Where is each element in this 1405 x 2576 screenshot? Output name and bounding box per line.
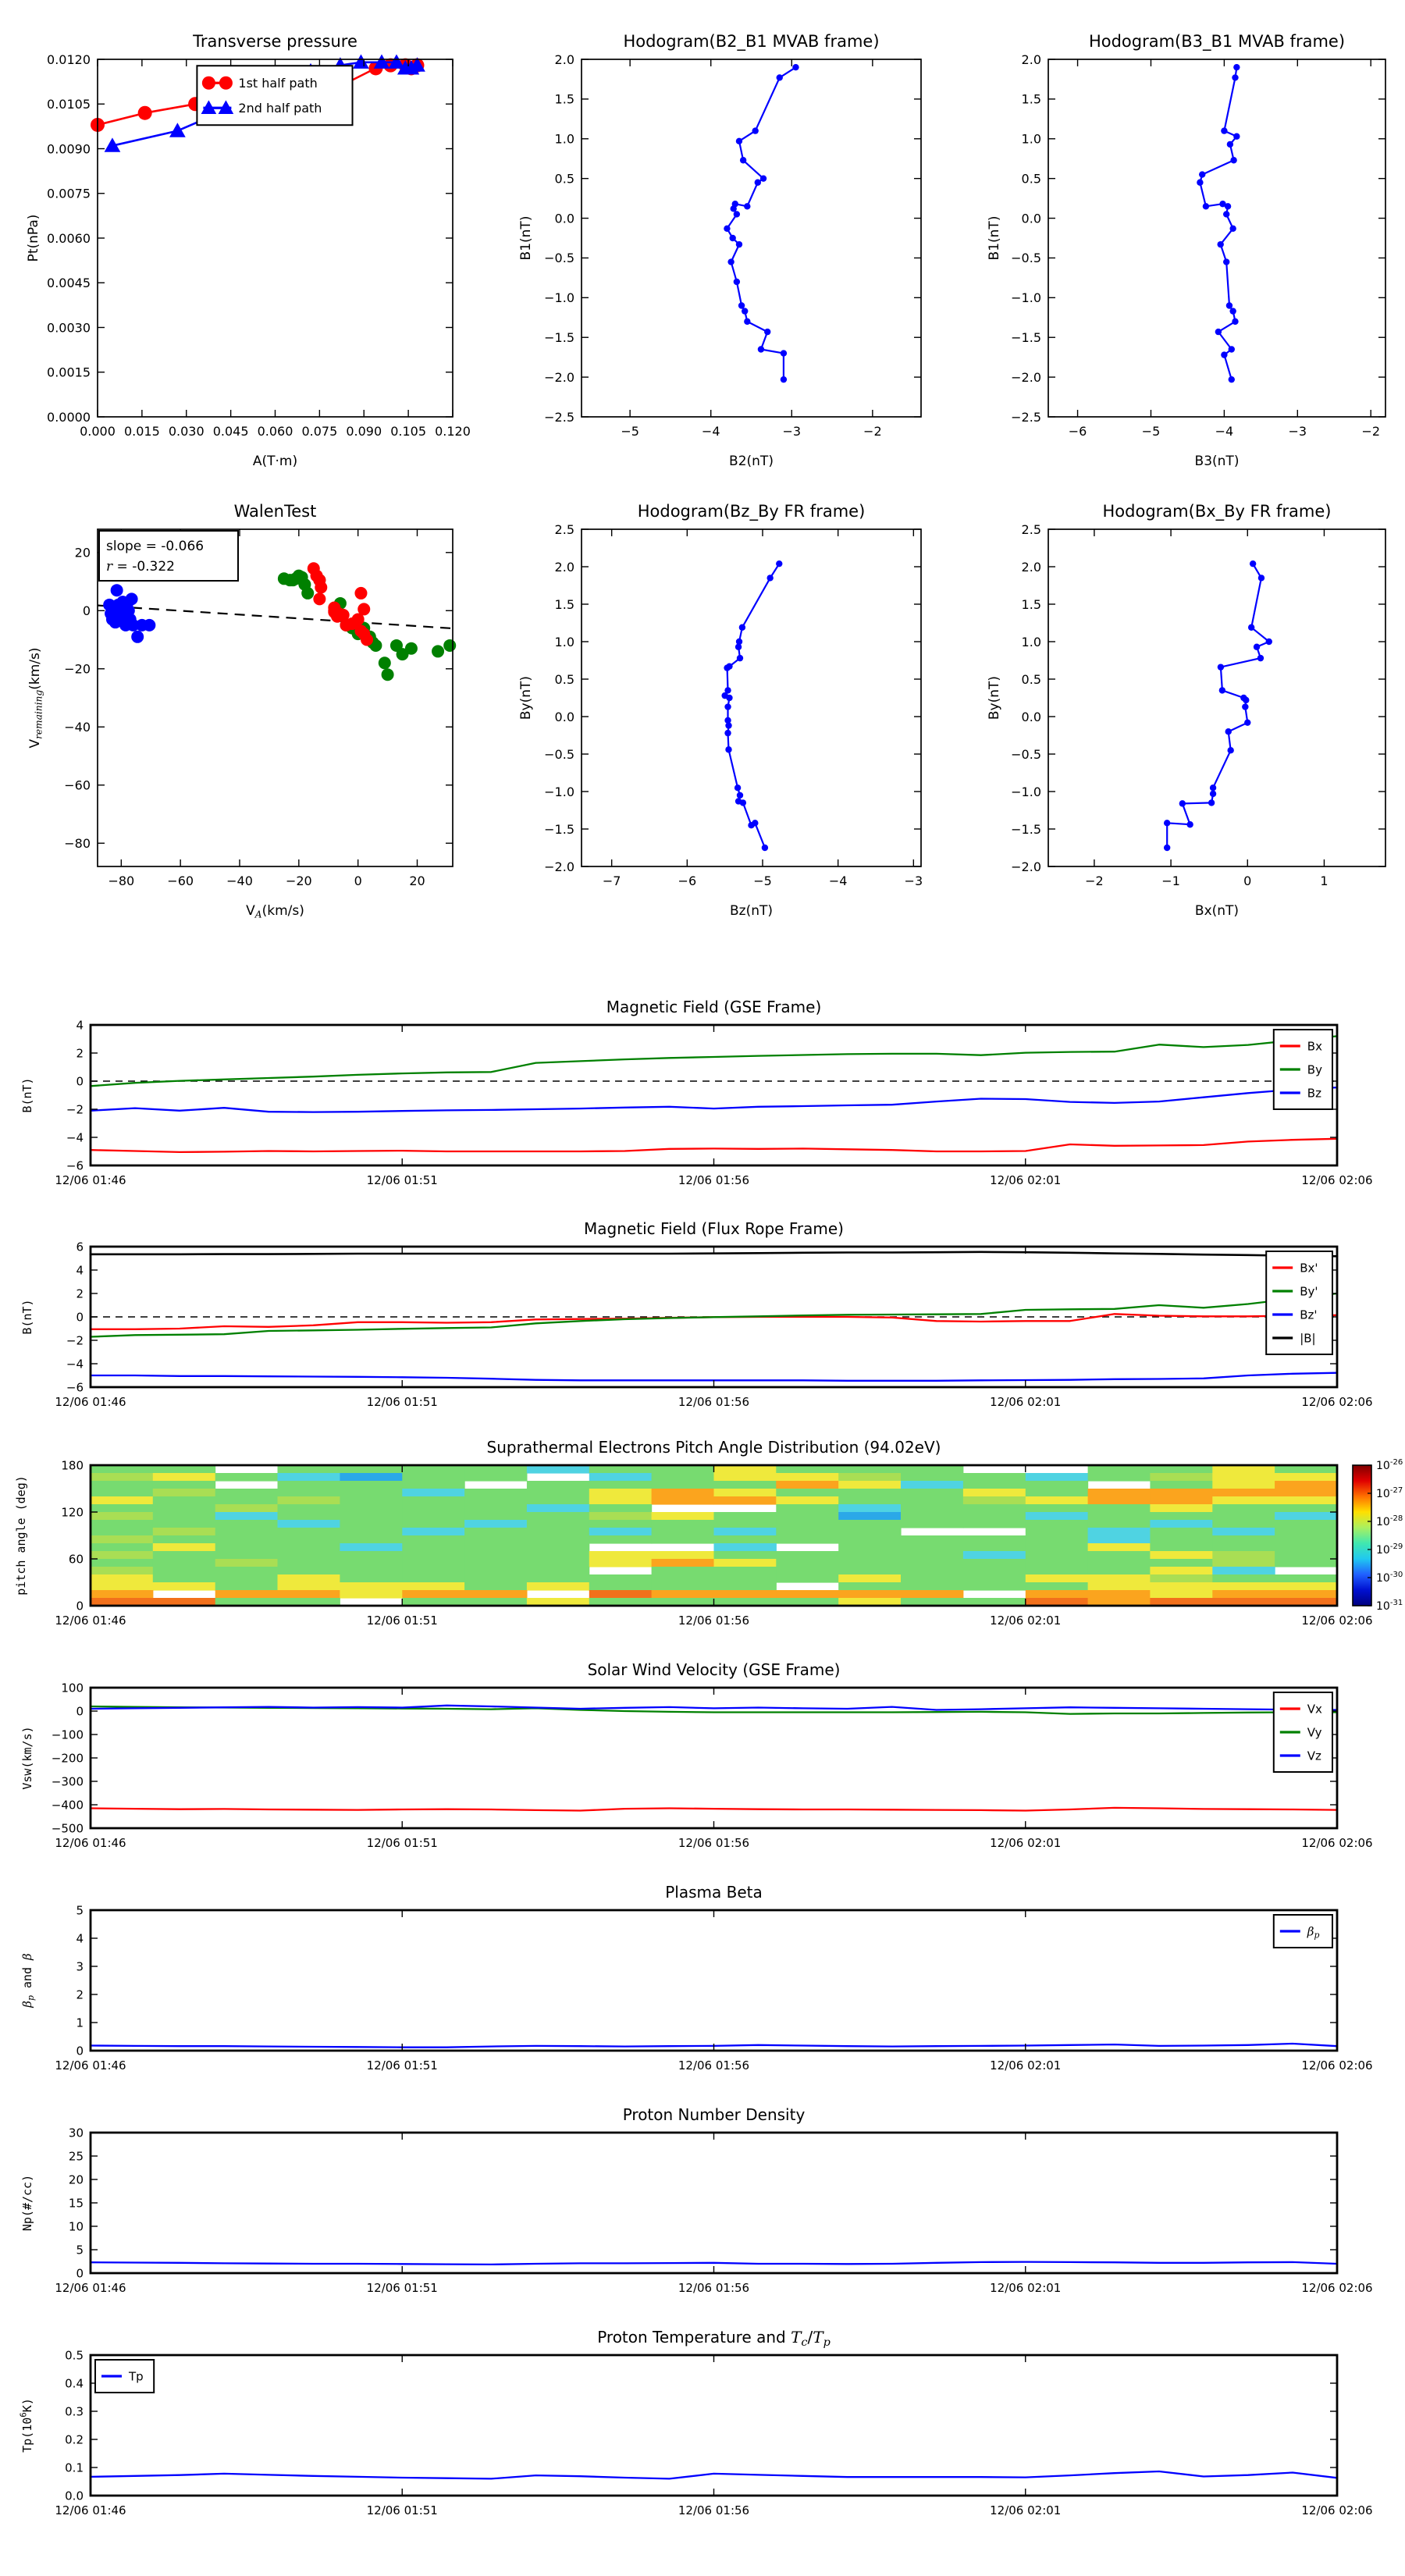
svg-text:slope = -0.066: slope = -0.066: [106, 539, 205, 554]
svg-text:0: 0: [76, 1704, 84, 1719]
svg-text:12/06 01:56: 12/06 01:56: [678, 2503, 750, 2517]
svg-text:−200: −200: [51, 1751, 84, 1766]
svg-text:4: 4: [76, 1931, 84, 1946]
panel-hodogram-bz-by: [511, 482, 948, 945]
svg-text:Bx': Bx': [1300, 1261, 1318, 1276]
svg-text:12/06 02:06: 12/06 02:06: [1301, 1395, 1373, 1409]
mag-fr-title: Magnetic Field (Flux Rope Frame): [584, 1219, 844, 1238]
svg-text:−60: −60: [167, 873, 194, 888]
proton-temp-title: Proton Temperature and $T_c/T_p$: [597, 2328, 831, 2349]
svg-text:0.0: 0.0: [1021, 211, 1041, 226]
hodogram-bx-by-chart: [980, 482, 1405, 945]
svg-text:12/06 01:51: 12/06 01:51: [366, 1173, 438, 1187]
svg-text:−0.5: −0.5: [1011, 746, 1041, 762]
svg-text:|B|: |B|: [1300, 1331, 1316, 1346]
svg-text:Vy: Vy: [1307, 1725, 1322, 1740]
heatmap-cells: [91, 1465, 1338, 1606]
svg-text:0.5: 0.5: [1021, 171, 1041, 187]
svg-text:Bx: Bx: [1307, 1039, 1322, 1054]
svg-text:−6: −6: [66, 1380, 84, 1395]
svg-text:−300: −300: [51, 1774, 84, 1789]
transverse-pressure-xlabel: A(T·m): [252, 454, 298, 469]
svg-text:r = -0.322: r = -0.322: [106, 559, 175, 575]
transverse-pressure-chart: [23, 14, 492, 476]
svg-text:12/06 02:06: 12/06 02:06: [1301, 1836, 1373, 1850]
svg-text:−4: −4: [828, 873, 848, 888]
svg-text:12/06 02:06: 12/06 02:06: [1301, 2281, 1373, 2295]
plot-frame: [582, 529, 921, 866]
vsw-ylabel: Vsw(km/s): [20, 1726, 34, 1790]
svg-text:−6: −6: [678, 873, 697, 888]
proton-temp-ylabel: $Tp(10^6K)$: [18, 2398, 34, 2453]
pitch-angle-colorbar: [1353, 1458, 1403, 1613]
svg-text:1.0: 1.0: [554, 634, 574, 649]
svg-text:0.0075: 0.0075: [47, 186, 91, 201]
panel-hodogram-bx-by: [980, 482, 1405, 945]
plasma-beta-title: Plasma Beta: [665, 1883, 763, 1902]
svg-text:60: 60: [68, 1552, 84, 1567]
svg-text:0.075: 0.075: [301, 424, 338, 439]
proton-temp-chart: [0, 2307, 1405, 2529]
hodogram-b2-b1-title: Hodogram(B2_B1 MVAB frame): [623, 32, 880, 51]
panel-plasma-beta: [0, 1862, 1405, 2084]
svg-text:10: 10: [68, 2219, 84, 2234]
svg-text:−500: −500: [51, 1821, 84, 1836]
svg-text:0.0120: 0.0120: [47, 52, 91, 67]
svg-text:12/06 01:51: 12/06 01:51: [366, 2503, 438, 2517]
walen-test-ylabel: Vremaining(km/s): [27, 647, 44, 749]
svg-text:12/06 02:01: 12/06 02:01: [990, 2503, 1062, 2517]
svg-text:−40: −40: [64, 720, 91, 735]
plot-frame: [1048, 529, 1385, 866]
mag-fr-ylabel: B(nT): [20, 1299, 34, 1335]
svg-text:100: 100: [61, 1681, 84, 1695]
mag-gse-title: Magnetic Field (GSE Frame): [606, 998, 822, 1016]
svg-text:10-26: $10^{-26}$: [1376, 1458, 1403, 1472]
svg-text:−1.5: −1.5: [1011, 329, 1041, 345]
svg-text:12/06 01:56: 12/06 01:56: [678, 2281, 750, 2295]
svg-text:12/06 01:56: 12/06 01:56: [678, 1614, 750, 1628]
svg-text:0.5: 0.5: [65, 2348, 84, 2363]
svg-text:Bz: Bz: [1307, 1086, 1321, 1101]
svg-text:−3: −3: [782, 424, 802, 439]
svg-text:20: 20: [409, 873, 425, 888]
plasma-beta-ylabel: $\beta_p$ and β: [20, 1953, 36, 2008]
svg-text:1.0: 1.0: [554, 131, 574, 147]
svg-text:4: 4: [76, 1263, 84, 1278]
plot-frame: [91, 1910, 1337, 2051]
hodogram-b2-b1-ylabel: B1(nT): [518, 215, 534, 261]
svg-text:−3: −3: [904, 873, 923, 888]
svg-text:12/06 01:56: 12/06 01:56: [678, 1836, 750, 1850]
svg-text:12/06 02:06: 12/06 02:06: [1301, 1173, 1373, 1187]
svg-text:12/06 02:01: 12/06 02:01: [990, 2281, 1062, 2295]
svg-text:20: 20: [74, 545, 91, 560]
proton-density-ylabel: Np(#/cc): [20, 2174, 34, 2232]
svg-text:2.0: 2.0: [1021, 559, 1041, 575]
svg-text:0.1: 0.1: [65, 2460, 84, 2475]
svg-text:−2.5: −2.5: [1011, 409, 1041, 425]
vsw-chart: [0, 1639, 1405, 1862]
svg-text:−1.0: −1.0: [544, 784, 574, 799]
svg-text:−0.5: −0.5: [1011, 251, 1041, 266]
svg-text:12/06 01:46: 12/06 01:46: [55, 2058, 126, 2073]
svg-text:Tp: Tp: [129, 2369, 144, 2384]
svg-text:1st half path: 1st half path: [238, 76, 318, 91]
svg-text:0.105: 0.105: [390, 424, 427, 439]
hodogram-bz-by-xlabel: Bz(nT): [729, 903, 774, 919]
transverse-pressure-ylabel: Pt(nPa): [26, 214, 41, 262]
svg-text:0.0015: 0.0015: [47, 365, 91, 380]
panel-mag-fr: [0, 1198, 1405, 1417]
svg-text:−1.0: −1.0: [1011, 784, 1041, 799]
svg-text:0: 0: [82, 603, 91, 619]
svg-text:10-29: $10^{-29}$: [1376, 1542, 1403, 1557]
svg-text:−2.5: −2.5: [544, 409, 574, 425]
svg-text:0.0: 0.0: [65, 2489, 84, 2503]
svg-text:12/06 01:46: 12/06 01:46: [55, 2503, 126, 2517]
hodogram-b2-b1-xlabel: B2(nT): [729, 454, 774, 469]
svg-text:4: 4: [76, 1018, 84, 1033]
svg-text:0.060: 0.060: [257, 424, 293, 439]
svg-text:−100: −100: [51, 1727, 84, 1742]
svg-text:0: 0: [76, 1074, 84, 1089]
svg-text:−2.0: −2.0: [1011, 859, 1041, 874]
plasma-beta-chart: [0, 1862, 1405, 2084]
svg-text:−1.5: −1.5: [1011, 821, 1041, 837]
vsw-legend: [1274, 1692, 1332, 1772]
mag-fr-legend: [1266, 1251, 1332, 1354]
svg-text:12/06 01:51: 12/06 01:51: [366, 2281, 438, 2295]
svg-text:2: 2: [76, 1286, 84, 1301]
svg-text:12/06 01:51: 12/06 01:51: [366, 1836, 438, 1850]
svg-text:−2: −2: [66, 1102, 84, 1117]
walen-test-chart: [23, 482, 492, 945]
svg-text:1.0: 1.0: [1021, 131, 1041, 147]
svg-text:120: 120: [61, 1505, 84, 1520]
svg-text:−20: −20: [285, 873, 312, 888]
panel-hodogram-b3-b1: [980, 14, 1405, 476]
svg-text:0: 0: [1243, 873, 1252, 888]
svg-text:−40: −40: [226, 873, 253, 888]
svg-text:−80: −80: [64, 835, 91, 851]
svg-text:−4: −4: [66, 1357, 84, 1372]
panel-walen-test: [23, 482, 492, 945]
svg-text:2: 2: [76, 1046, 84, 1061]
svg-text:12/06 01:46: 12/06 01:46: [55, 1614, 126, 1628]
svg-text:Bz': Bz': [1300, 1308, 1318, 1322]
svg-text:12/06 02:01: 12/06 02:01: [990, 1173, 1062, 1187]
pitch-angle-ylabel: pitch angle (deg): [14, 1475, 28, 1596]
svg-text:0.0090: 0.0090: [47, 141, 91, 157]
panel-transverse-pressure: [23, 14, 492, 476]
panel-hodogram-b2-b1: [511, 14, 948, 476]
svg-text:−2: −2: [66, 1333, 84, 1348]
svg-text:0.0105: 0.0105: [47, 97, 91, 112]
svg-text:10-27: $10^{-27}$: [1376, 1486, 1403, 1500]
svg-text:0: 0: [76, 2266, 84, 2281]
svg-text:0.000: 0.000: [80, 424, 116, 439]
plasma-beta-legend: [1274, 1915, 1332, 1948]
svg-text:0: 0: [76, 1599, 84, 1614]
transverse-pressure-title: Transverse pressure: [193, 32, 357, 51]
svg-text:12/06 02:01: 12/06 02:01: [990, 2058, 1062, 2073]
svg-text:−6: −6: [1068, 424, 1087, 439]
svg-text:0.045: 0.045: [212, 424, 249, 439]
svg-text:12/06 01:51: 12/06 01:51: [366, 2058, 438, 2073]
panel-vsw: [0, 1639, 1405, 1862]
svg-text:5: 5: [76, 1903, 84, 1918]
svg-text:2.0: 2.0: [1021, 52, 1041, 67]
svg-text:0: 0: [76, 1310, 84, 1325]
walen-test-title: WalenTest: [233, 502, 317, 521]
svg-text:2.5: 2.5: [1021, 521, 1041, 537]
mag-gse-legend: [1274, 1030, 1332, 1109]
svg-text:12/06 01:46: 12/06 01:46: [55, 1836, 126, 1850]
svg-text:12/06 01:56: 12/06 01:56: [678, 2058, 750, 2073]
svg-text:25: 25: [68, 2149, 84, 2164]
panel-mag-gse: [0, 980, 1405, 1198]
svg-text:20: 20: [68, 2172, 84, 2187]
svg-text:12/06 01:46: 12/06 01:46: [55, 1395, 126, 1409]
svg-text:−20: −20: [64, 661, 91, 677]
hodogram-bz-by-ylabel: By(nT): [518, 675, 534, 720]
hodogram-bx-by-title: Hodogram(Bx_By FR frame): [1102, 502, 1332, 521]
svg-text:−4: −4: [1215, 424, 1234, 439]
svg-text:−0.5: −0.5: [544, 746, 574, 762]
svg-text:−2: −2: [1085, 873, 1104, 888]
svg-text:12/06 01:51: 12/06 01:51: [366, 1614, 438, 1628]
hodogram-bz-by-chart: [511, 482, 948, 945]
svg-text:0: 0: [354, 873, 362, 888]
svg-text:By: By: [1307, 1062, 1322, 1077]
svg-text:1.5: 1.5: [554, 596, 574, 612]
svg-text:10-31: $10^{-31}$: [1376, 1599, 1403, 1613]
svg-text:12/06 02:06: 12/06 02:06: [1301, 2058, 1373, 2073]
svg-text:1.5: 1.5: [1021, 596, 1041, 612]
svg-text:12/06 01:56: 12/06 01:56: [678, 1395, 750, 1409]
svg-text:0.0030: 0.0030: [47, 320, 91, 336]
svg-text:12/06 02:06: 12/06 02:06: [1301, 1614, 1373, 1628]
svg-text:0.0045: 0.0045: [47, 276, 91, 291]
svg-text:−2.0: −2.0: [544, 859, 574, 874]
svg-text:10-30: $10^{-30}$: [1376, 1571, 1403, 1585]
svg-text:−1.0: −1.0: [1011, 290, 1041, 306]
svg-text:2: 2: [76, 1987, 84, 2002]
vsw-title: Solar Wind Velocity (GSE Frame): [587, 1660, 841, 1679]
svg-text:1.0: 1.0: [1021, 634, 1041, 649]
svg-text:0.0060: 0.0060: [47, 230, 91, 246]
svg-text:2.0: 2.0: [554, 52, 574, 67]
svg-text:−2.0: −2.0: [544, 369, 574, 385]
svg-text:0.120: 0.120: [435, 424, 471, 439]
panel-proton-density: [0, 2084, 1405, 2307]
svg-text:12/06 02:06: 12/06 02:06: [1301, 2503, 1373, 2517]
mag-gse-ylabel: B(nT): [20, 1077, 34, 1113]
hodogram-b3-b1-ylabel: B1(nT): [987, 215, 1002, 261]
svg-text:1: 1: [76, 2016, 84, 2030]
svg-text:Vx: Vx: [1307, 1702, 1322, 1717]
pitch-angle-title: Suprathermal Electrons Pitch Angle Distribution (94.02eV): [486, 1438, 941, 1457]
hodogram-b3-b1-chart: [980, 14, 1405, 476]
svg-text:12/06 01:56: 12/06 01:56: [678, 1173, 750, 1187]
proton-density-chart: [0, 2084, 1405, 2307]
svg-text:3: 3: [76, 1959, 84, 1974]
svg-text:0.030: 0.030: [168, 424, 205, 439]
svg-text:0.0: 0.0: [554, 211, 574, 226]
svg-text:12/06 01:51: 12/06 01:51: [366, 1395, 438, 1409]
svg-text:0.090: 0.090: [346, 424, 382, 439]
svg-text:−2: −2: [1361, 424, 1381, 439]
svg-text:1: 1: [1320, 873, 1329, 888]
svg-text:−1.5: −1.5: [544, 329, 574, 345]
svg-text:0.0: 0.0: [554, 709, 574, 724]
walen-test-annotation: [99, 531, 238, 581]
svg-text:−4: −4: [66, 1130, 84, 1145]
plot-frame: [582, 59, 921, 417]
svg-text:1.5: 1.5: [1021, 91, 1041, 107]
svg-text:−2: −2: [863, 424, 882, 439]
svg-text:2.0: 2.0: [554, 559, 574, 575]
svg-text:2.5: 2.5: [554, 521, 574, 537]
mag-fr-chart: [0, 1198, 1405, 1417]
svg-text:−60: −60: [64, 777, 91, 793]
pitch-angle-chart: [0, 1417, 1405, 1639]
svg-text:By': By': [1300, 1284, 1318, 1299]
svg-text:−4: −4: [701, 424, 720, 439]
plot-frame: [91, 2133, 1337, 2273]
svg-text:5: 5: [76, 2243, 84, 2258]
svg-text:−2.0: −2.0: [1011, 369, 1041, 385]
svg-text:0.5: 0.5: [554, 671, 574, 687]
svg-text:10-28: $10^{-28}$: [1376, 1514, 1403, 1528]
plot-frame: [1048, 59, 1385, 417]
svg-text:15: 15: [68, 2196, 84, 2211]
svg-text:βp: $\beta_p$: [1307, 1924, 1320, 1941]
hodogram-bx-by-ylabel: By(nT): [987, 675, 1002, 720]
svg-text:−5: −5: [753, 873, 772, 888]
svg-text:0: 0: [76, 2044, 84, 2058]
svg-text:−0.5: −0.5: [544, 251, 574, 266]
svg-text:12/06 01:46: 12/06 01:46: [55, 1173, 126, 1187]
walen-test-xlabel: VA(km/s): [246, 903, 304, 920]
svg-text:180: 180: [61, 1458, 84, 1473]
svg-text:−5: −5: [1141, 424, 1161, 439]
panel-pitch-angle: [0, 1417, 1405, 1639]
svg-text:1.5: 1.5: [554, 91, 574, 107]
hodogram-bx-by-xlabel: Bx(nT): [1194, 903, 1240, 919]
svg-text:−3: −3: [1288, 424, 1307, 439]
proton-temp-legend: [95, 2360, 154, 2393]
svg-text:6: 6: [76, 1240, 84, 1254]
svg-text:−80: −80: [108, 873, 135, 888]
svg-text:0.2: 0.2: [65, 2432, 84, 2447]
svg-text:0.3: 0.3: [65, 2404, 84, 2419]
svg-text:0.0: 0.0: [1021, 709, 1041, 724]
svg-text:30: 30: [68, 2126, 84, 2140]
transverse-pressure-legend: [197, 66, 352, 125]
svg-text:0.5: 0.5: [1021, 671, 1041, 687]
svg-text:2nd half path: 2nd half path: [238, 101, 322, 116]
svg-text:0.0000: 0.0000: [47, 409, 91, 425]
mag-gse-chart: [0, 980, 1405, 1198]
svg-text:−5: −5: [621, 424, 639, 439]
svg-text:12/06 01:46: 12/06 01:46: [55, 2281, 126, 2295]
hodogram-b2-b1-chart: [511, 14, 948, 476]
proton-density-title: Proton Number Density: [622, 2105, 806, 2124]
svg-text:−1: −1: [1161, 873, 1180, 888]
panel-proton-temp: [0, 2307, 1405, 2529]
svg-text:12/06 02:01: 12/06 02:01: [990, 1395, 1062, 1409]
svg-text:12/06 02:01: 12/06 02:01: [990, 1836, 1062, 1850]
svg-text:12/06 02:01: 12/06 02:01: [990, 1614, 1062, 1628]
svg-text:−1.5: −1.5: [544, 821, 574, 837]
svg-text:Vz: Vz: [1307, 1749, 1321, 1763]
svg-text:−400: −400: [51, 1798, 84, 1813]
hodogram-bz-by-title: Hodogram(Bz_By FR frame): [637, 502, 866, 521]
hodogram-b3-b1-title: Hodogram(B3_B1 MVAB frame): [1088, 32, 1346, 51]
svg-text:0.015: 0.015: [123, 424, 160, 439]
hodogram-b3-b1-xlabel: B3(nT): [1194, 454, 1240, 469]
svg-text:−1.0: −1.0: [544, 290, 574, 306]
svg-text:0.4: 0.4: [65, 2376, 84, 2391]
svg-text:−7: −7: [602, 873, 621, 888]
svg-text:−6: −6: [66, 1158, 84, 1173]
svg-text:0.5: 0.5: [554, 171, 574, 187]
